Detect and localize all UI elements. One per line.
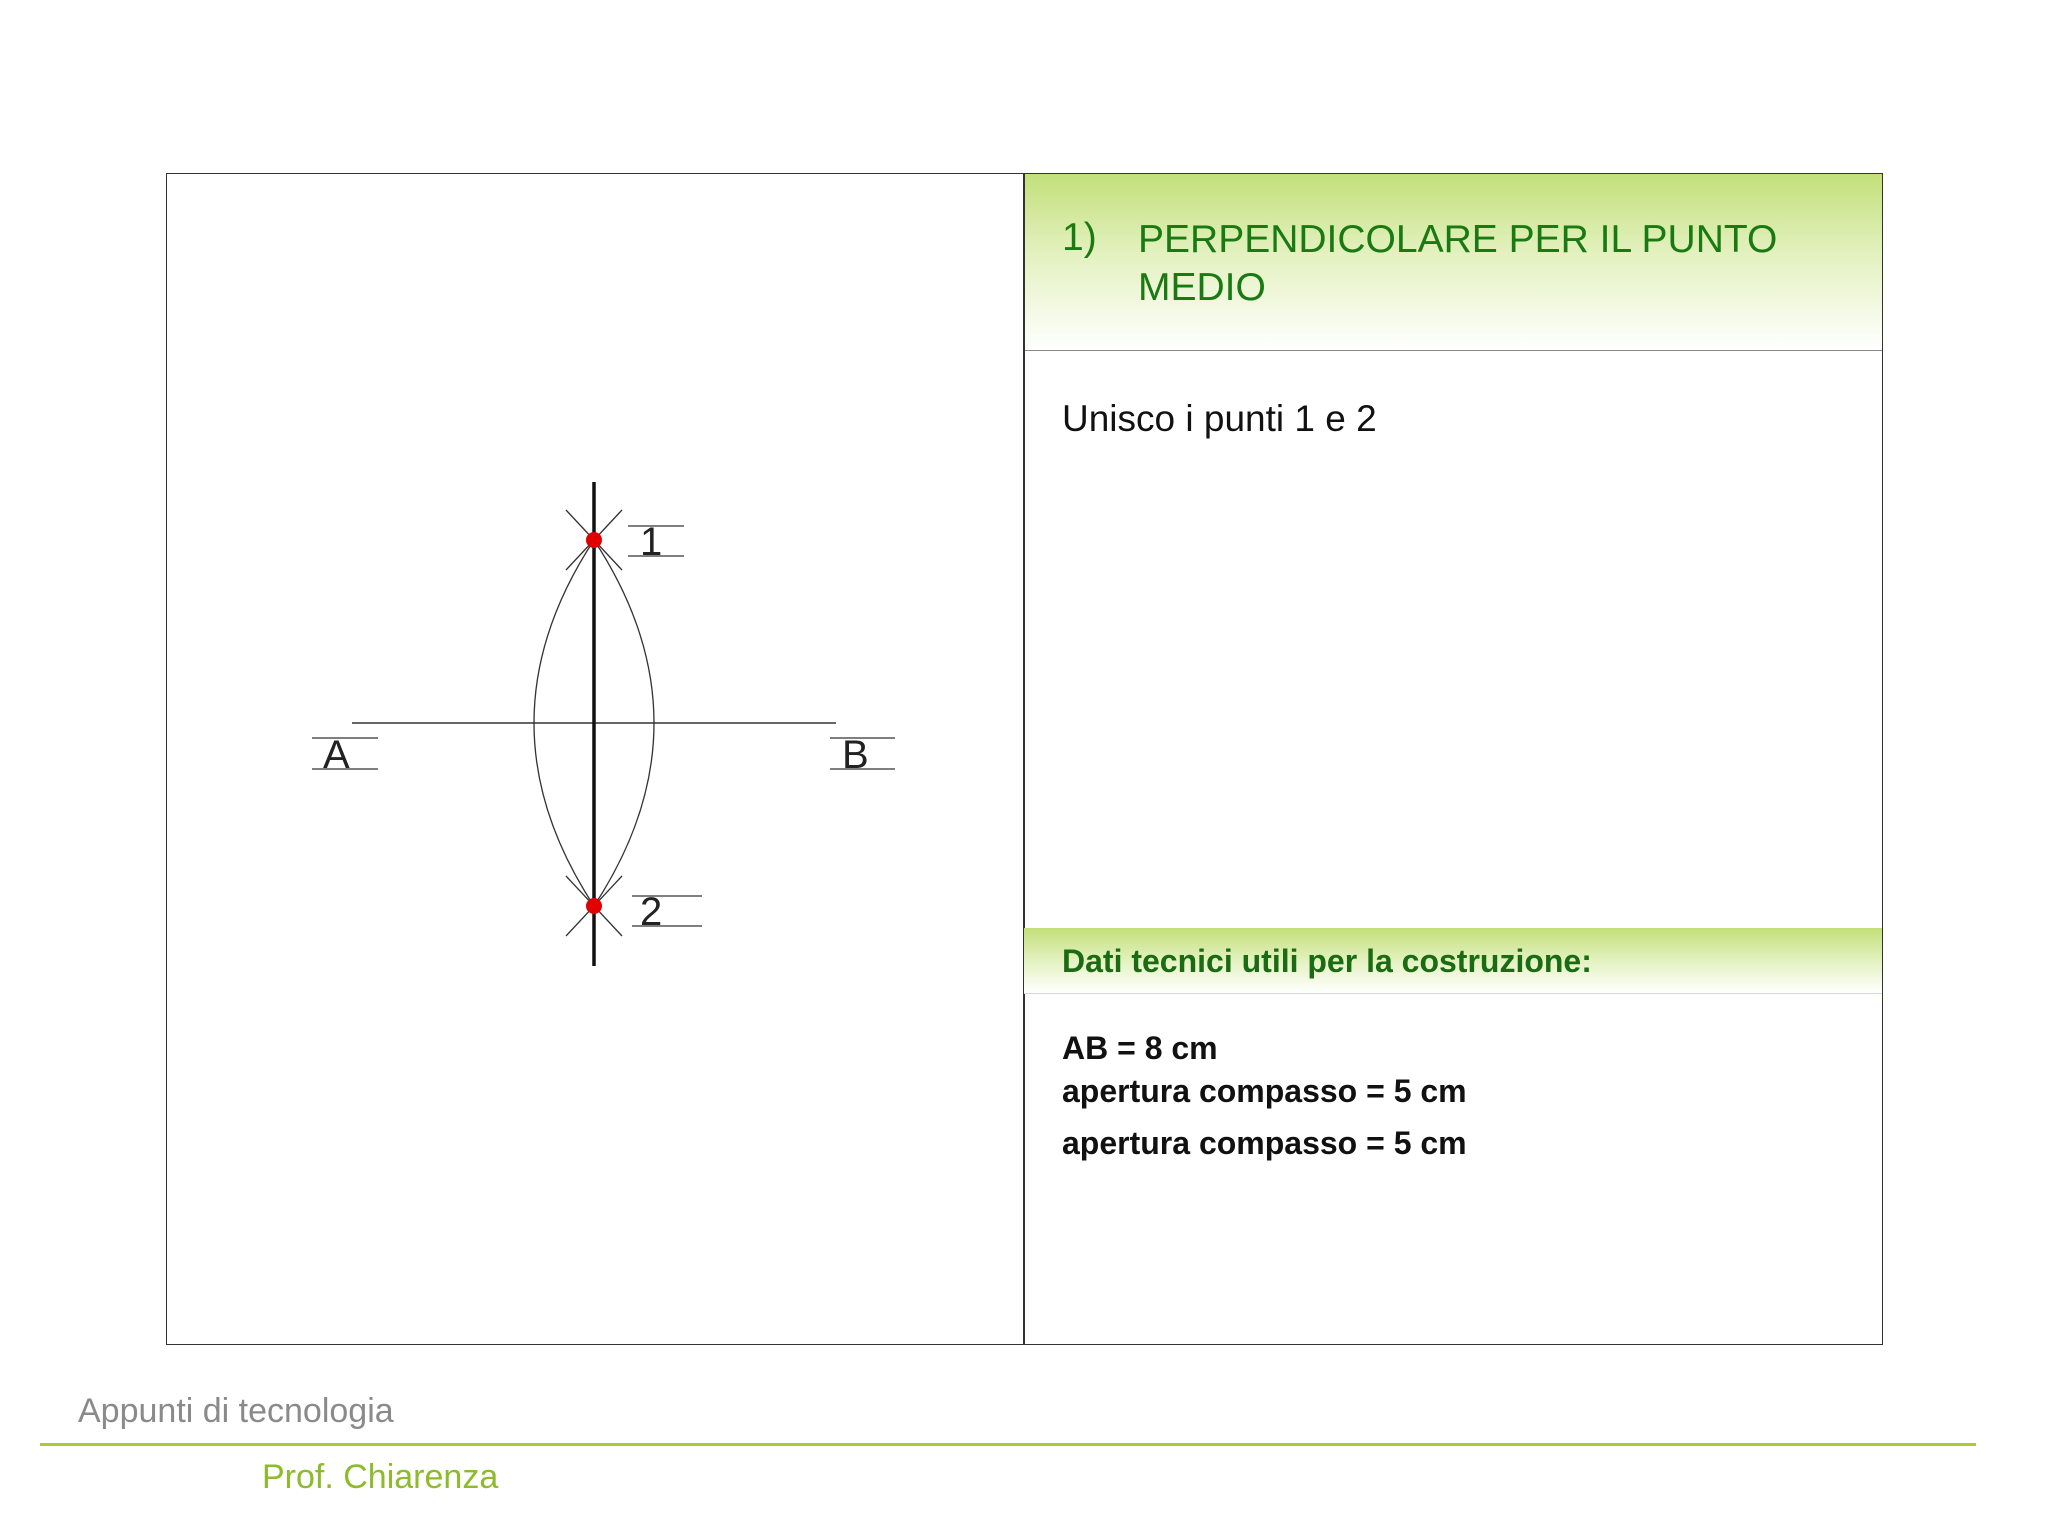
footer-author: Prof. Chiarenza <box>262 1458 499 1496</box>
label-2: 2 <box>640 890 663 934</box>
step-number: 1) <box>1062 216 1097 259</box>
technical-data-line: AB = 8 cm <box>1062 1030 1218 1066</box>
footer-subject: Appunti di tecnologia <box>78 1392 394 1430</box>
label-b: B <box>842 733 869 777</box>
step-title: PERPENDICOLARE PER IL PUNTO MEDIO <box>1138 218 1778 309</box>
point-2-marker <box>586 898 602 914</box>
point-1-marker <box>586 532 602 548</box>
footer-rule <box>40 1443 1976 1446</box>
step-instruction: Unisco i punti 1 e 2 <box>1062 398 1377 439</box>
technical-data-title: Dati tecnici utili per la costruzione: <box>1062 943 1592 979</box>
label-a: A <box>323 733 350 777</box>
technical-data-line: apertura compasso = 5 cm <box>1062 1125 1467 1161</box>
label-1: 1 <box>640 520 663 564</box>
technical-data-line: apertura compasso = 5 cm <box>1062 1073 1467 1109</box>
